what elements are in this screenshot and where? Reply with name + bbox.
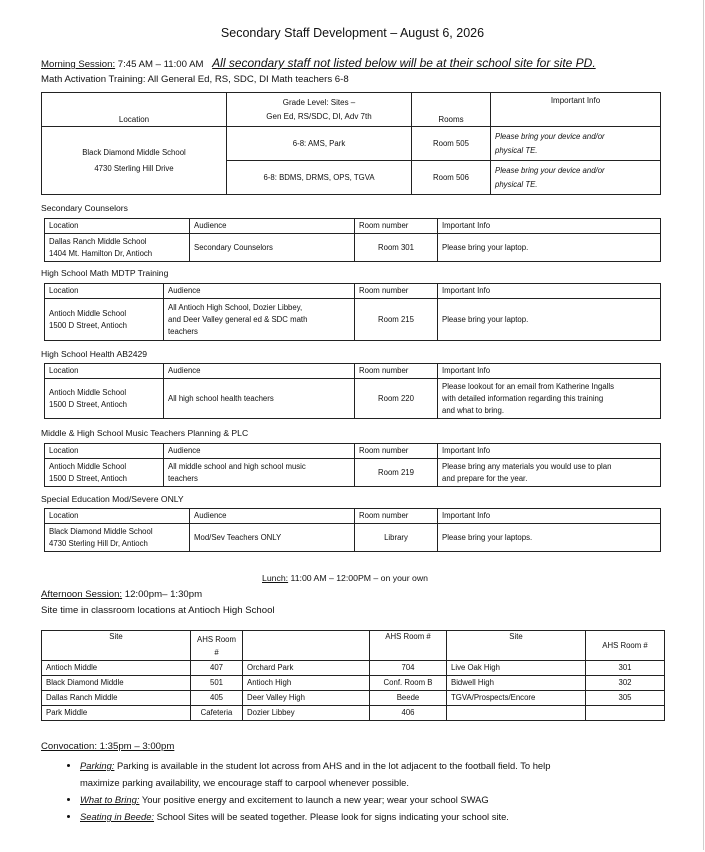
col-location-header: Location — [45, 364, 164, 379]
section-sped-table — [44, 508, 661, 552]
afternoon-site-cell: Dallas Ranch Middle — [42, 691, 191, 706]
afternoon-room-cell: 406 — [370, 706, 447, 721]
col-info-header: Important Info — [438, 444, 661, 459]
morning-label: Morning Session: — [41, 59, 116, 70]
convocation-bullets — [64, 757, 700, 825]
afternoon-time: 12:00pm– 1:30pm — [122, 589, 203, 600]
location-cell — [45, 524, 190, 552]
math-row2-info — [491, 161, 661, 195]
afternoon-site-cell: Bidwell High — [447, 676, 586, 691]
math-row1-room: Room 505 — [412, 127, 491, 161]
afternoon-site-cell: Live Oak High — [447, 661, 586, 676]
bullet-continuation: maximize parking availability, we encourage staff to carpool whenever possible. — [80, 777, 409, 788]
col-audience-header: Audience — [190, 509, 355, 524]
location-line: 1500 D Street, Antioch — [49, 473, 128, 483]
afternoon-room-cell: 405 — [191, 691, 243, 706]
bullet-label: What to Bring: — [80, 794, 140, 805]
afternoon-site-cell: Antioch High — [243, 676, 370, 691]
col-audience-header: Audience — [164, 364, 355, 379]
room-cell: Room 301 — [355, 234, 438, 262]
info-cell: Please bring your laptop. — [438, 299, 661, 341]
afternoon-site-cell: TGVA/Prospects/Encore — [447, 691, 586, 706]
bullet-text: Your positive energy and excitement to launch a new year; wear your school SWAG — [139, 794, 489, 805]
afternoon-table — [41, 630, 665, 721]
col-location-header: Location — [45, 284, 164, 299]
section-health-table — [44, 363, 661, 419]
afternoon-room-cell: 501 — [191, 676, 243, 691]
info-line: and what to bring. — [442, 405, 504, 415]
afternoon-header-room: AHS Room # — [370, 631, 447, 661]
afternoon-site-cell: Dozier Libbey — [243, 706, 370, 721]
location-line: 1500 D Street, Antioch — [49, 320, 128, 330]
convocation-time: 1:35pm – 3:00pm — [97, 741, 175, 752]
afternoon-header-site: Site — [42, 631, 191, 661]
page-title: Secondary Staff Development – August 6, 2026 — [220, 26, 485, 40]
math-row1-info — [491, 127, 661, 161]
afternoon-room-cell: Cafeteria — [191, 706, 243, 721]
section-counselors-table — [44, 218, 661, 262]
col-info-header: Important Info — [438, 509, 661, 524]
location-line: Dallas Ranch Middle School — [49, 236, 147, 246]
col-room-header: Room number — [355, 444, 438, 459]
section-mdtp-heading: High School Math MDTP Training — [41, 268, 169, 278]
afternoon-room-cell: Beede — [370, 691, 447, 706]
location-line: Black Diamond Middle School — [49, 526, 153, 536]
math-row1-grade: 6-8: AMS, Park — [227, 127, 412, 161]
afternoon-room-cell: Conf. Room B — [370, 676, 447, 691]
section-music-heading: Middle & High School Music Teachers Planning & PLC — [41, 428, 249, 438]
location-line: Antioch Middle School — [49, 387, 127, 397]
lunch-text: 11:00 AM – 12:00PM – on your own — [288, 573, 428, 583]
convocation-line — [41, 741, 174, 752]
math-row2-grade: 6-8: BDMS, DRMS, OPS, TGVA — [227, 161, 412, 195]
col-location-header: Location — [45, 219, 190, 234]
afternoon-header-site: Site — [447, 631, 586, 661]
math-header-grade-line1: Grade Level: Sites – — [282, 97, 356, 107]
bullet-label: Seating in Beede: — [80, 811, 155, 822]
math-location-line1: Black Diamond Middle School — [82, 147, 186, 157]
col-room-header: Room number — [355, 364, 438, 379]
afternoon-site-cell: Orchard Park — [243, 661, 370, 676]
section-mdtp-table — [44, 283, 661, 341]
audience-line: All middle school and high school music — [168, 461, 306, 471]
info-cell — [438, 459, 661, 487]
afternoon-line — [41, 589, 202, 600]
afternoon-subtitle: Site time in classroom locations at Antioch High School — [41, 605, 275, 616]
info-cell: Please bring your laptops. — [438, 524, 661, 552]
room-cell: Room 219 — [355, 459, 438, 487]
section-sped-heading: Special Education Mod/Severe ONLY — [41, 494, 184, 504]
col-info-header: Important Info — [438, 284, 661, 299]
section-counselors-heading: Secondary Counselors — [41, 203, 128, 213]
col-room-header: Room number — [355, 284, 438, 299]
afternoon-room-cell — [586, 706, 665, 721]
location-line: 1500 D Street, Antioch — [49, 399, 128, 409]
math-row2-room: Room 506 — [412, 161, 491, 195]
section-health-heading: High School Health AB2429 — [41, 349, 148, 359]
audience-cell: All high school health teachers — [164, 379, 355, 419]
location-line: 1404 Mt. Hamilton Dr, Antioch — [49, 248, 153, 258]
morning-notice: All secondary staff not listed below will be at their school site for site PD. — [212, 56, 596, 70]
location-cell — [45, 234, 190, 262]
audience-line: teachers — [168, 326, 198, 336]
col-audience-header: Audience — [190, 219, 355, 234]
room-cell: Room 215 — [355, 299, 438, 341]
math-heading: Math Activation Training: All General Ed, RS, SDC, DI Math teachers 6-8 — [41, 74, 349, 85]
location-line: 4730 Sterling Hill Dr, Antioch — [49, 538, 148, 548]
location-cell — [45, 379, 164, 419]
location-cell — [45, 459, 164, 487]
math-header-rooms: Rooms — [412, 93, 491, 127]
col-info-header: Important Info — [438, 219, 661, 234]
audience-cell — [164, 459, 355, 487]
bullet-text: School Sites will be seated together. Please look for signs indicating your school site. — [154, 811, 509, 822]
info-line: with detailed information regarding this training — [442, 393, 604, 403]
afternoon-row — [42, 676, 665, 691]
info-line: Please lookout for an email from Katherine Ingalls — [442, 381, 615, 391]
afternoon-site-cell — [447, 706, 586, 721]
bullet-label: Parking: — [80, 760, 115, 771]
location-line: Antioch Middle School — [49, 308, 127, 318]
col-location-header: Location — [45, 444, 164, 459]
lunch-line — [262, 573, 428, 583]
room-cell: Room 220 — [355, 379, 438, 419]
info-line: and prepare for the year. — [442, 473, 528, 483]
morning-session-line — [41, 56, 596, 70]
math-activation-table — [41, 92, 661, 195]
afternoon-header-room: AHS Room # — [191, 631, 243, 661]
location-line: Antioch Middle School — [49, 461, 127, 471]
info-line: Please bring any materials you would use to plan — [442, 461, 612, 471]
math-header-location: Location — [42, 93, 227, 127]
bullet-text: Parking is available in the student lot across from AHS and in the lot adjacent to the football field. To help — [114, 760, 551, 771]
afternoon-site-cell: Black Diamond Middle — [42, 676, 191, 691]
col-location-header: Location — [45, 509, 190, 524]
math-header-grade — [227, 93, 412, 127]
col-audience-header: Audience — [164, 444, 355, 459]
afternoon-site-cell: Park Middle — [42, 706, 191, 721]
audience-cell: Mod/Sev Teachers ONLY — [190, 524, 355, 552]
math-header-grade-line2: Gen Ed, RS/SDC, DI, Adv 7th — [266, 111, 372, 121]
math-location-line2: 4730 Sterling Hill Drive — [94, 163, 174, 173]
math-row2-info-line1: Please bring your device and/or — [495, 165, 605, 175]
afternoon-room-cell: 302 — [586, 676, 665, 691]
bullet-seating — [80, 808, 700, 825]
audience-cell: Secondary Counselors — [190, 234, 355, 262]
afternoon-row — [42, 661, 665, 676]
audience-cell — [164, 299, 355, 341]
convocation-label: Convocation: — [41, 741, 97, 752]
afternoon-site-cell: Deer Valley High — [243, 691, 370, 706]
math-row1-info-line1: Please bring your device and/or — [495, 131, 605, 141]
afternoon-label: Afternoon Session: — [41, 589, 123, 600]
col-room-header: Room number — [355, 509, 438, 524]
lunch-label: Lunch: — [262, 573, 289, 583]
afternoon-room-cell: 301 — [586, 661, 665, 676]
afternoon-room-cell: 704 — [370, 661, 447, 676]
info-cell: Please bring your laptop. — [438, 234, 661, 262]
afternoon-room-cell: 305 — [586, 691, 665, 706]
col-room-header: Room number — [355, 219, 438, 234]
afternoon-site-cell: Antioch Middle — [42, 661, 191, 676]
location-cell — [45, 299, 164, 341]
audience-line: and Deer Valley general ed & SDC math — [168, 314, 308, 324]
morning-time: 7:45 AM – 11:00 AM — [115, 59, 204, 70]
math-row2-info-line2: physical TE. — [495, 179, 538, 189]
col-info-header: Important Info — [438, 364, 661, 379]
audience-line: All Antioch High School, Dozier Libbey, — [168, 302, 303, 312]
afternoon-row — [42, 691, 665, 706]
math-row1-info-line2: physical TE. — [495, 145, 538, 155]
bullet-what-to-bring — [80, 791, 700, 808]
afternoon-room-cell: 407 — [191, 661, 243, 676]
afternoon-header-blank — [243, 631, 370, 661]
math-location-cell — [42, 127, 227, 195]
afternoon-row — [42, 706, 665, 721]
info-cell — [438, 379, 661, 419]
audience-line: teachers — [168, 473, 198, 483]
room-cell: Library — [355, 524, 438, 552]
bullet-parking — [80, 757, 700, 791]
afternoon-header-room: AHS Room # — [586, 631, 665, 661]
col-audience-header: Audience — [164, 284, 355, 299]
math-header-info: Important Info — [491, 93, 661, 127]
section-music-table — [44, 443, 661, 487]
